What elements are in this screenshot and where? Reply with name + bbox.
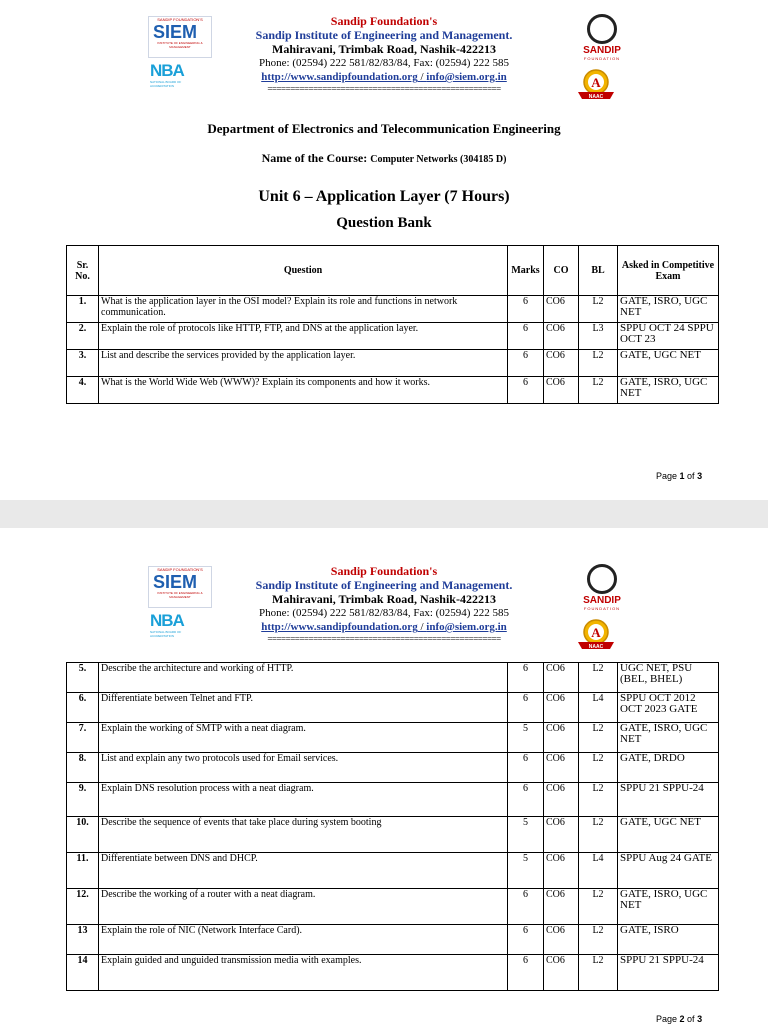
row-bl: L2	[579, 723, 618, 753]
row-question: What is the application layer in the OSI model? Explain its role and functions in network communication.	[99, 296, 508, 323]
siem-logo-text: SIEM	[153, 22, 198, 42]
row-bl: L3	[579, 323, 618, 350]
row-bl: L2	[579, 783, 618, 817]
row-number: 4.	[67, 377, 99, 404]
row-marks: 6	[508, 323, 544, 350]
email-link[interactable]: info@siem.org.in	[426, 621, 507, 633]
sandip-logo	[578, 564, 626, 616]
header-co: CO	[544, 246, 579, 296]
row-marks: 6	[508, 350, 544, 377]
foundation-name: Sandip Foundation's	[330, 564, 438, 578]
nba-logo-text: NBA	[150, 61, 184, 80]
page-number-2: Page 2 of 3	[656, 1014, 703, 1024]
page-1	[0, 0, 768, 500]
nba-logo-sub: NATIONAL BOARD OF ACCREDITATION	[150, 80, 182, 88]
row-co: CO6	[544, 817, 579, 853]
header-rule: ===================================================	[267, 84, 501, 94]
row-marks: 6	[508, 753, 544, 783]
sandip-emblem-icon	[587, 14, 617, 44]
address: Mahiravani, Trimbak Road, Nashik-422213	[272, 592, 496, 606]
row-bl: L2	[579, 350, 618, 377]
table-row	[67, 723, 719, 753]
row-co: CO6	[544, 350, 579, 377]
row-marks: 6	[508, 377, 544, 404]
row-bl: L2	[579, 955, 618, 991]
course-name: Computer Networks (304185 D)	[370, 154, 507, 165]
row-number: 9.	[67, 783, 99, 817]
table-row	[67, 663, 719, 693]
row-marks: 6	[508, 889, 544, 925]
row-marks: 6	[508, 296, 544, 323]
table-row	[67, 955, 719, 991]
table-row	[67, 853, 719, 889]
address: Mahiravani, Trimbak Road, Nashik-422213	[272, 42, 496, 56]
page-gap	[0, 500, 768, 528]
row-number: 11.	[67, 853, 99, 889]
nba-logo	[150, 612, 202, 640]
table-row	[67, 350, 719, 377]
unit-title: Unit 6 – Application Layer (7 Hours)	[258, 188, 510, 205]
phone: Phone: (02594) 222 581/82/83/84, Fax: (02594) 222 585	[259, 607, 509, 619]
nba-logo-text: NBA	[150, 611, 184, 630]
row-bl: L2	[579, 377, 618, 404]
row-co: CO6	[544, 783, 579, 817]
row-exam: GATE, DRDO	[618, 753, 719, 783]
header-rule: ===================================================	[267, 634, 501, 644]
row-question: Explain the working of SMTP with a neat diagram.	[99, 723, 508, 753]
row-exam: GATE, ISRO, UGC NET	[618, 296, 719, 323]
row-question: Describe the architecture and working of HTTP.	[99, 663, 508, 693]
siem-logo-top: SANDIP FOUNDATION'S	[157, 17, 203, 22]
row-co: CO6	[544, 853, 579, 889]
row-exam: GATE, ISRO, UGC NET	[618, 723, 719, 753]
row-exam: SPPU Aug 24 GATE	[618, 853, 719, 889]
row-exam: SPPU OCT 2012 OCT 2023 GATE	[618, 693, 719, 723]
row-co: CO6	[544, 889, 579, 925]
question-table-page2	[66, 662, 719, 991]
row-number: 8.	[67, 753, 99, 783]
table-row	[67, 889, 719, 925]
header-sr: Sr. No.	[67, 246, 99, 296]
separator: /	[420, 71, 424, 83]
row-exam: GATE, ISRO, UGC NET	[618, 377, 719, 404]
row-marks: 6	[508, 663, 544, 693]
svg-text:A: A	[591, 75, 601, 90]
nba-logo	[150, 62, 202, 90]
header-exam: Asked in Competitive Exam	[618, 246, 719, 296]
row-bl: L4	[579, 693, 618, 723]
row-bl: L4	[579, 853, 618, 889]
row-question: Describe the sequence of events that take place during system booting	[99, 817, 508, 853]
row-marks: 6	[508, 783, 544, 817]
letterhead-2	[0, 550, 768, 660]
row-exam: UGC NET, PSU (BEL, BHEL)	[618, 663, 719, 693]
table-row	[67, 296, 719, 323]
table-row	[67, 323, 719, 350]
sandip-emblem-icon	[587, 564, 617, 594]
row-question: List and explain any two protocols used for Email services.	[99, 753, 508, 783]
phone: Phone: (02594) 222 581/82/83/84, Fax: (02594) 222 585	[259, 57, 509, 69]
row-exam: SPPU 21 SPPU-24	[618, 955, 719, 991]
table-row	[67, 753, 719, 783]
sandip-logo-sub: FOUNDATION	[583, 606, 621, 611]
page-2	[0, 528, 768, 1024]
course-line	[0, 151, 768, 166]
naac-badge-icon	[574, 618, 618, 652]
institute-name: Sandip Institute of Engineering and Management.	[255, 578, 513, 592]
header-question: Question	[99, 246, 508, 296]
row-marks: 5	[508, 817, 544, 853]
row-co: CO6	[544, 323, 579, 350]
siem-logo-text: SIEM	[153, 572, 198, 592]
siem-logo-sub: INSTITUTE OF ENGINEERING & MANAGEMENT	[157, 591, 203, 599]
row-marks: 5	[508, 723, 544, 753]
table-row	[67, 817, 719, 853]
row-co: CO6	[544, 723, 579, 753]
row-number: 6.	[67, 693, 99, 723]
row-marks: 6	[508, 693, 544, 723]
row-co: CO6	[544, 753, 579, 783]
row-bl: L2	[579, 925, 618, 955]
row-bl: L2	[579, 817, 618, 853]
sandip-logo-sub: FOUNDATION	[583, 56, 621, 61]
foundation-name: Sandip Foundation's	[330, 14, 438, 28]
doc-title: Question Bank	[336, 215, 432, 231]
row-co: CO6	[544, 693, 579, 723]
header-bl: BL	[579, 246, 618, 296]
table-row	[67, 377, 719, 404]
row-number: 10.	[67, 817, 99, 853]
row-number: 14	[67, 955, 99, 991]
row-exam: SPPU OCT 24 SPPU OCT 23	[618, 323, 719, 350]
row-question: Explain DNS resolution process with a neat diagram.	[99, 783, 508, 817]
naac-badge-icon	[574, 68, 618, 102]
row-question: Explain the role of protocols like HTTP, FTP, and DNS at the application layer.	[99, 323, 508, 350]
row-number: 3.	[67, 350, 99, 377]
header-marks: Marks	[508, 246, 544, 296]
row-question: List and describe the services provided by the application layer.	[99, 350, 508, 377]
row-marks: 5	[508, 853, 544, 889]
row-bl: L2	[579, 296, 618, 323]
row-question: What is the World Wide Web (WWW)? Explain its components and how it works.	[99, 377, 508, 404]
institute-name: Sandip Institute of Engineering and Management.	[255, 28, 513, 42]
row-number: 7.	[67, 723, 99, 753]
nba-logo-sub: NATIONAL BOARD OF ACCREDITATION	[150, 630, 182, 638]
row-number: 5.	[67, 663, 99, 693]
letterhead	[0, 0, 768, 110]
row-question: Differentiate between Telnet and FTP.	[99, 693, 508, 723]
svg-text:NAAC: NAAC	[588, 94, 604, 100]
separator: /	[420, 621, 424, 633]
svg-text:NAAC: NAAC	[588, 644, 604, 650]
row-number: 13	[67, 925, 99, 955]
row-co: CO6	[544, 925, 579, 955]
row-question: Explain the role of NIC (Network Interface Card).	[99, 925, 508, 955]
website-link[interactable]: http://www.sandipfoundation.org	[261, 621, 418, 633]
website-link[interactable]: http://www.sandipfoundation.org	[261, 71, 418, 83]
row-co: CO6	[544, 377, 579, 404]
row-marks: 6	[508, 925, 544, 955]
row-question: Differentiate between DNS and DHCP.	[99, 853, 508, 889]
row-number: 12.	[67, 889, 99, 925]
row-question: Describe the working of a router with a neat diagram.	[99, 889, 508, 925]
row-co: CO6	[544, 663, 579, 693]
row-exam: GATE, UGC NET	[618, 817, 719, 853]
row-number: 1.	[67, 296, 99, 323]
row-co: CO6	[544, 296, 579, 323]
question-table-page1	[66, 245, 719, 404]
row-exam: GATE, ISRO, UGC NET	[618, 889, 719, 925]
row-marks: 6	[508, 955, 544, 991]
sandip-logo	[578, 14, 626, 66]
table-row	[67, 783, 719, 817]
row-bl: L2	[579, 663, 618, 693]
row-number: 2.	[67, 323, 99, 350]
sandip-logo-text: SANDIP	[583, 595, 621, 606]
siem-logo-top: SANDIP FOUNDATION'S	[157, 567, 203, 572]
course-label: Name of the Course:	[261, 151, 368, 165]
row-bl: L2	[579, 753, 618, 783]
siem-logo-sub: INSTITUTE OF ENGINEERING & MANAGEMENT	[157, 41, 203, 49]
table-header-row	[67, 246, 719, 296]
sandip-logo-text: SANDIP	[583, 45, 621, 56]
row-bl: L2	[579, 889, 618, 925]
row-exam: SPPU 21 SPPU-24	[618, 783, 719, 817]
row-exam: GATE, UGC NET	[618, 350, 719, 377]
table-row	[67, 693, 719, 723]
row-co: CO6	[544, 955, 579, 991]
department-title: Department of Electronics and Telecommunication Engineering	[207, 121, 561, 136]
svg-text:A: A	[591, 625, 601, 640]
email-link[interactable]: info@siem.org.in	[426, 71, 507, 83]
table-row	[67, 925, 719, 955]
page-number-1: Page 1 of 3	[656, 471, 703, 481]
row-exam: GATE, ISRO	[618, 925, 719, 955]
row-question: Explain guided and unguided transmission media with examples.	[99, 955, 508, 991]
